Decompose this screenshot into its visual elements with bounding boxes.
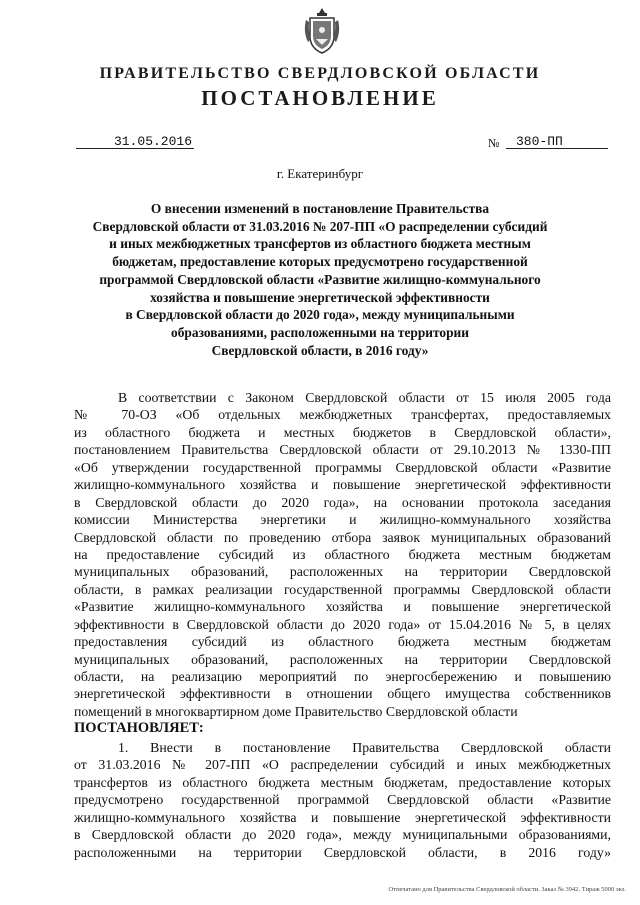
government-name: ПРАВИТЕЛЬСТВО СВЕРДЛОВСКОЙ ОБЛАСТИ [99, 65, 541, 82]
text-line: области, на реализацию мероприятий по энергосбережению и повышению [74, 669, 611, 684]
text-line: 1. Внести в постановление Правительства Свердловской области [118, 740, 611, 755]
text-line: жилищно-коммунального хозяйства и повышение энергетической эффективности [74, 809, 611, 825]
text-line: № 70-ОЗ «Об отдельных межбюджетных трансфертах, предоставляемых [74, 407, 611, 423]
document-number: 380-ПП [516, 134, 563, 149]
text-line: муниципальных образований, расположенных на территории Свердловской [74, 651, 611, 667]
text-line: в Свердловской области до 2020 года», между муниципальными образованиями, [74, 827, 611, 843]
text-line: энергетической эффективности в отношении общего имущества собственников [74, 686, 611, 702]
preamble-paragraph [74, 389, 611, 720]
text-line: предусмотрено государственной программой Свердловской области «Развитие [74, 792, 611, 808]
number-sign: № [488, 136, 500, 150]
text-line: комиссии Министерства энергетики и жилищно-коммунального хозяйства [74, 512, 611, 528]
title-line: бюджетам, предоставление которых предусмотрено государственной [112, 254, 528, 270]
title-line: и иных межбюджетных трансфертов из областного бюджета местным [109, 236, 531, 252]
document-title [80, 200, 560, 359]
text-line: эффективности в Свердловской области до 2020 года» от 15.04.2016 № 5, в целях [74, 616, 611, 632]
clause-1-paragraph [74, 739, 611, 861]
title-line: хозяйства и повышение энергетической эффективности [150, 289, 490, 305]
text-line: расположенными на территории Свердловской области, в 2016 году» [74, 844, 611, 860]
title-line: программой Свердловской области «Развитие жилищно-коммунального [99, 271, 541, 287]
text-line: области, в рамках реализации государственной программы Свердловской области [74, 581, 611, 597]
document-date: 31.05.2016 [114, 134, 193, 149]
title-line: образованиями, расположенными на территории [171, 324, 469, 340]
text-line: Свердловской области по проведению отбора заявок муниципальных образований [74, 529, 611, 545]
title-line: Свердловской области, в 2016 году» [211, 342, 429, 358]
title-line: в Свердловской области до 2020 года», между муниципальными [125, 307, 515, 323]
text-line: «Об утверждении государственной программы Свердловской области «Развитие [74, 459, 611, 475]
document-type: ПОСТАНОВЛЕНИЕ [201, 86, 439, 110]
title-line: Свердловской области от 31.03.2016 № 207-ПП «О распределении субсидий [92, 218, 548, 234]
text-line: жилищно-коммунального хозяйства и повышение энергетической эффективности [74, 477, 611, 493]
text-line: в Свердловской области до 2020 года», на основании протокола заседания [74, 494, 611, 510]
text-line: предоставления субсидий из областного бюджета местным бюджетам [74, 634, 611, 650]
text-line: трансфертов из областного бюджета местным бюджетам, предоставление которых [74, 774, 611, 790]
text-line: от 31.03.2016 № 207-ПП «О распределении субсидий и иных межбюджетных [74, 757, 611, 773]
coat-of-arms-emblem [302, 6, 342, 56]
resolves-heading: ПОСТАНОВЛЯЕТ: [74, 720, 204, 736]
text-line: муниципальных образований, расположенных на территории Свердловской [74, 564, 611, 580]
text-line: В соответствии с Законом Свердловской области от 15 июля 2005 года [118, 390, 611, 405]
text-line: из областного бюджета и местных бюджетов в Свердловской области», [74, 424, 611, 440]
title-line: О внесении изменений в постановление Правительства [150, 201, 490, 216]
text-line: «Развитие жилищно-коммунального хозяйства и повышение энергетической [74, 599, 611, 615]
print-footer: Отпечатано для Правительства Свердловской области. Заказ № 3942. Тираж 5000 экз. [388, 886, 626, 893]
text-line: помещений в многоквартирном доме Правительство Свердловской области [74, 703, 518, 719]
city-name: г. Екатеринбург [276, 166, 364, 181]
text-line: постановлением Правительства Свердловской области от 29.10.2013 № 1330-ПП [74, 442, 611, 458]
text-line: на предоставление субсидий из областного бюджета местным бюджетам [74, 546, 611, 562]
